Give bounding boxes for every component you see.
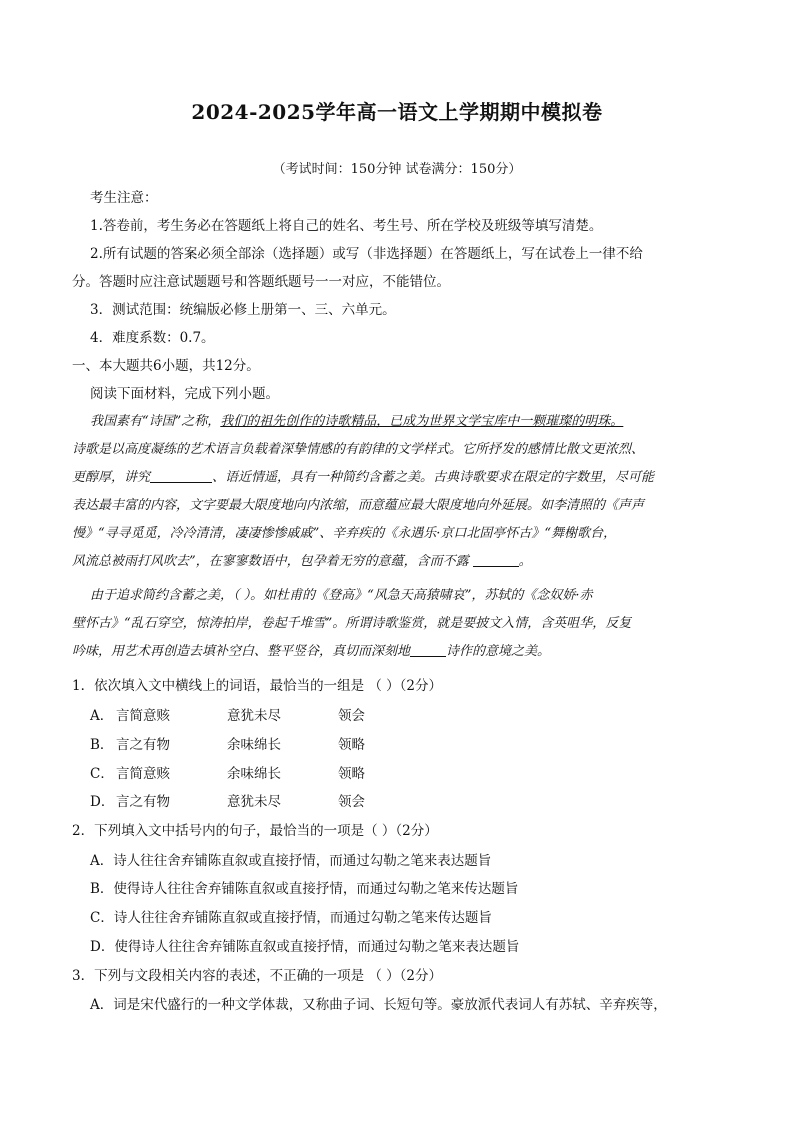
option-word: 余味绵长 xyxy=(227,737,281,753)
option-word: 领略 xyxy=(338,766,365,782)
underlined-sentence: 我们的祖先创作的诗歌精品，已成为世界文学宝库中一颗璀璨的明珠。 xyxy=(220,414,624,429)
fill-blank-3 xyxy=(410,642,446,657)
passage-text: 。 xyxy=(518,554,532,569)
question-1-option-c[interactable] xyxy=(90,762,365,782)
passage-text: 吟味，用艺术再创造去填补空白、整平竖谷，真切而深刻地 xyxy=(72,644,411,659)
option-letter: B． xyxy=(90,737,114,753)
question-2-option-c[interactable]: C．诗人往往舍弃铺陈直叙或直接抒情，而通过勾勒之笔来传达题旨 xyxy=(90,910,492,926)
section-heading: 一、本大题共6小题，共12分。 xyxy=(72,358,260,374)
question-1-option-d[interactable] xyxy=(90,790,365,810)
passage-text: 诗作的意境之美。 xyxy=(446,644,551,659)
option-letter: A． xyxy=(90,708,114,724)
passage-text: 我国素有“诗国”之称， xyxy=(90,414,221,429)
option-word: 言简意赅 xyxy=(116,708,170,724)
passage-line xyxy=(72,550,532,569)
option-word: 意犹未尽 xyxy=(227,794,281,810)
option-letter: D． xyxy=(90,794,115,810)
question-2-option-d[interactable]: D．使得诗人往往舍弃铺陈直叙或直接抒情，而通过勾勒之笔来表达题旨 xyxy=(90,939,520,955)
question-2-stem: 2．下列填入文中括号内的句子，最恰当的一项是（ ）（2分） xyxy=(72,823,438,839)
notice-item: 4．难度系数：0.7。 xyxy=(90,330,215,346)
notice-item: 分。答题时应注意试题题号和答题纸题号一一对应，不能错位。 xyxy=(72,274,450,290)
passage-line: 诗歌是以高度凝练的艺术语言负载着深挚情感的有韵律的文学样式。它所抒发的感情比散文更浓烈、 xyxy=(72,442,645,457)
option-word: 言简意赅 xyxy=(116,766,170,782)
option-word: 领会 xyxy=(338,708,365,724)
question-2-option-b[interactable]: B．使得诗人往往舍弃铺陈直叙或直接抒情，而通过勾勒之笔来传达题旨 xyxy=(90,881,519,897)
option-word: 意犹未尽 xyxy=(227,708,281,724)
passage-line: 慢》“寻寻觅觅，冷冷清清，凄凄惨惨戚戚”、辛弃疾的《永遇乐·京口北固亭怀古》“舞榭歌台， xyxy=(72,526,617,541)
passage-line: 表达最丰富的内容，文字要最大限度地向内浓缩，而意蕴应最大限度地向外延展。如李清照的《声声 xyxy=(72,498,645,513)
passage-text: 更醇厚，讲究 xyxy=(72,470,151,485)
passage-line xyxy=(90,410,623,429)
option-word: 言之有物 xyxy=(116,737,170,753)
passage-line xyxy=(72,466,654,485)
option-letter: C． xyxy=(90,766,114,782)
fill-blank-1 xyxy=(150,468,212,483)
passage-text: 风流总被雨打风吹去”，在寥寥数语中，包孕着无穷的意蕴，含而不露 xyxy=(72,554,469,569)
question-1-stem: 1．依次填入文中横线上的词语，最恰当的一组是 （ ）（2分） xyxy=(72,678,443,694)
option-word: 领会 xyxy=(338,794,365,810)
page-title: 2024-2025学年高一语文上学期期中模拟卷 xyxy=(191,100,603,124)
passage-line: 由于追求简约含蓄之美，（ ）。如杜甫的《登高》“风急天高猿啸哀”，苏轼的《念奴娇·赤 xyxy=(90,588,593,603)
passage-line: 壁怀古》“乱石穿空，惊涛拍岸，卷起千堆雪”。所谓诗歌鉴赏，就是要披文入情，含英咀华，反复 xyxy=(72,616,632,631)
exam-info: （考试时间：150分钟 试卷满分：150分） xyxy=(272,162,522,177)
notice-heading: 考生注意： xyxy=(90,190,158,206)
fill-blank-2 xyxy=(473,552,519,567)
notice-item: 1.答卷前，考生务必在答题纸上将自己的姓名、考生号、所在学校及班级等填写清楚。 xyxy=(90,218,603,234)
question-1-option-b[interactable] xyxy=(90,733,365,753)
question-3-stem: 3．下列与文段相关内容的表述，不正确的一项是 （ ）（2分） xyxy=(72,968,443,984)
option-word: 领略 xyxy=(338,737,365,753)
option-word: 余味绵长 xyxy=(227,766,281,782)
question-2-option-a[interactable]: A．诗人往往舍弃铺陈直叙或直接抒情，而通过勾勒之笔来表达题旨 xyxy=(90,853,492,869)
passage-line xyxy=(72,640,550,659)
section-instruction: 阅读下面材料，完成下列小题。 xyxy=(90,386,279,402)
question-3-option-a[interactable]: A．词是宋代盛行的一种文学体裁，又称曲子词、长短句等。豪放派代表词人有苏轼、辛弃疾等， xyxy=(90,997,667,1013)
notice-item: 3．测试范围：统编版必修上册第一、三、六单元。 xyxy=(90,302,396,318)
question-1-option-a[interactable] xyxy=(90,704,365,724)
notice-item: 2.所有试题的答案必须全部涂（选择题）或写（非选择题）在答题纸上，写在试卷上一律不给 xyxy=(90,246,643,262)
option-word: 言之有物 xyxy=(116,794,170,810)
passage-text: 、语近情遥，具有一种简约含蓄之美。古典诗歌要求在限定的字数里，尽可能 xyxy=(212,470,655,485)
